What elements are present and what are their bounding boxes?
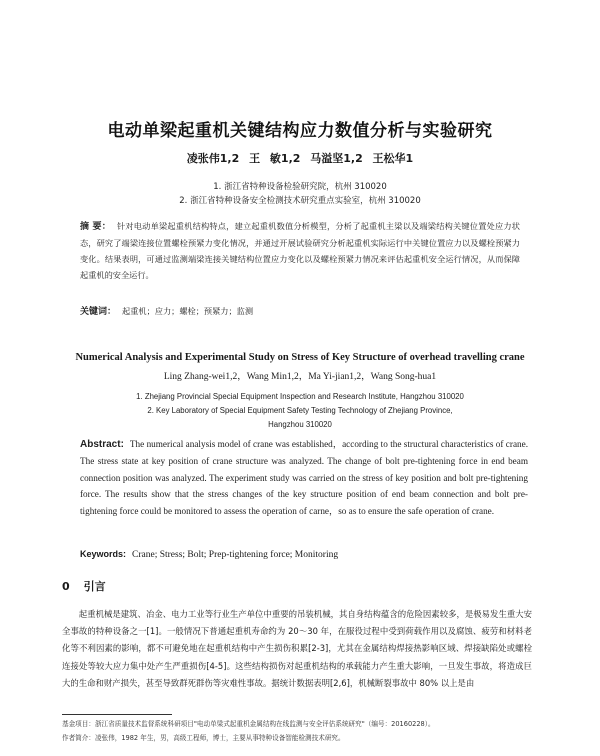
- chinese-abstract: [80, 218, 520, 283]
- section-number: 0: [62, 580, 70, 593]
- chinese-keywords: [80, 304, 520, 317]
- footnote-author-bio: 作者简介：凌张伟，1982 年生，男，高级工程师，博士，主要从事特种设备智能检测技术研究。: [62, 734, 345, 742]
- introduction-paragraph: 起重机械是建筑、冶金、电力工业等行业生产单位中重要的吊装机械，其自身结构蕴含的危险因素较多，是极易发生重大安全事故的特种设备之一[1]。一般情况下普通起重机寿命约为 20～30 年，在服役过程中受到荷载作用以及腐蚀、疲劳和材料老化等不利因素的影响，都不可避免地在起重机结构中产生损伤积累[2-3]，尤其在金属结构焊接热影响区域、焊接缺陷处或螺栓连接处等较大应力集中处产生严重损伤[4-5]。这些结构损伤对起重机结构的承载能力产生重大影响，一旦发生事故，将造成巨大的生命和财产损失，甚至导致群死群伤等灾难性事故。据统计数据表明[2,6]，机械断裂事故中 80% 以上是由: [62, 609, 532, 688]
- english-keywords-label: Keywords:: [80, 549, 127, 559]
- english-keywords-text: Crane; Stress; Bolt; Prep-tightening force; Monitoring: [132, 550, 339, 560]
- english-authors: Ling Zhang-wei1,2，Wang Min1,2，Ma Yi-jian1,2，Wang Song-hua1: [163, 372, 437, 382]
- chinese-abstract-label: 摘 要：: [80, 222, 111, 232]
- english-abstract-label: Abstract:: [80, 439, 124, 450]
- chinese-keywords-text: 起重机；应力；螺栓；预紧力；监测: [122, 306, 254, 316]
- footnote-funding: 基金项目：浙江省质量技术监督系统科研项目"电动单梁式起重机金属结构在线监测与安全评估系统研究"（编号：20160228）。: [62, 720, 435, 728]
- english-affiliation-2: 2. Key Laboratory of Special Equipment Safety Testing Technology of Zhejiang Province,: [147, 406, 453, 415]
- chinese-affiliation-2: 2. 浙江省特种设备安全检测技术研究重点实验室，杭州 310020: [179, 196, 421, 206]
- english-title: Numerical Analysis and Experimental Study on Stress of Key Structure of overhead travelling crane: [75, 352, 525, 363]
- chinese-authors: 凌张伟1,2 王 敏1,2 马溢坚1,2 王松华1: [186, 152, 414, 165]
- section-heading: [62, 578, 106, 594]
- english-affiliation-2-city: Hangzhou 310020: [268, 420, 332, 429]
- footnote-divider: [62, 714, 172, 715]
- english-abstract-text: The numerical analysis model of crane was established，according to the structural characteristics of crane. The stress state at key position of crane structure was analyzed. The change of bolt pre-tightening force in end beam connection position was analyzed. The experiment study was carried on the stress of key position and bolt pre-tightening force. The results show that the stress changes of the key structure position of end beam connection and bolt pre-tightening force could be monitored to assess the operation of carne，so as to ensure the safe operation of crane.: [80, 439, 528, 516]
- chinese-keywords-label: 关键词：: [80, 307, 117, 317]
- section-title: 引言: [83, 580, 106, 593]
- english-abstract: [80, 436, 528, 519]
- chinese-abstract-text: 针对电动单梁起重机结构特点，建立起重机数值分析模型，分析了起重机主梁以及端梁结构关键位置处应力状态，研究了端梁连接位置螺栓预紧力变化情况，并通过开展试验研究分析起重机实际运行中关键位置应力以及螺栓预紧力变化。结果表明，可通过监测端梁连接关键结构位置应力变化以及螺栓预紧力情况来评估起重机安全运行情况，从而保障起重机的安全运行。: [80, 221, 520, 280]
- english-keywords: [80, 549, 528, 560]
- chinese-affiliation-1: 1. 浙江省特种设备检验研究院，杭州 310020: [213, 182, 387, 192]
- chinese-title: 电动单梁起重机关键结构应力数值分析与实验研究: [107, 121, 493, 141]
- english-affiliation-1: 1. Zhejiang Provincial Special Equipment Inspection and Research Institute, Hangzhou 310020: [136, 392, 464, 401]
